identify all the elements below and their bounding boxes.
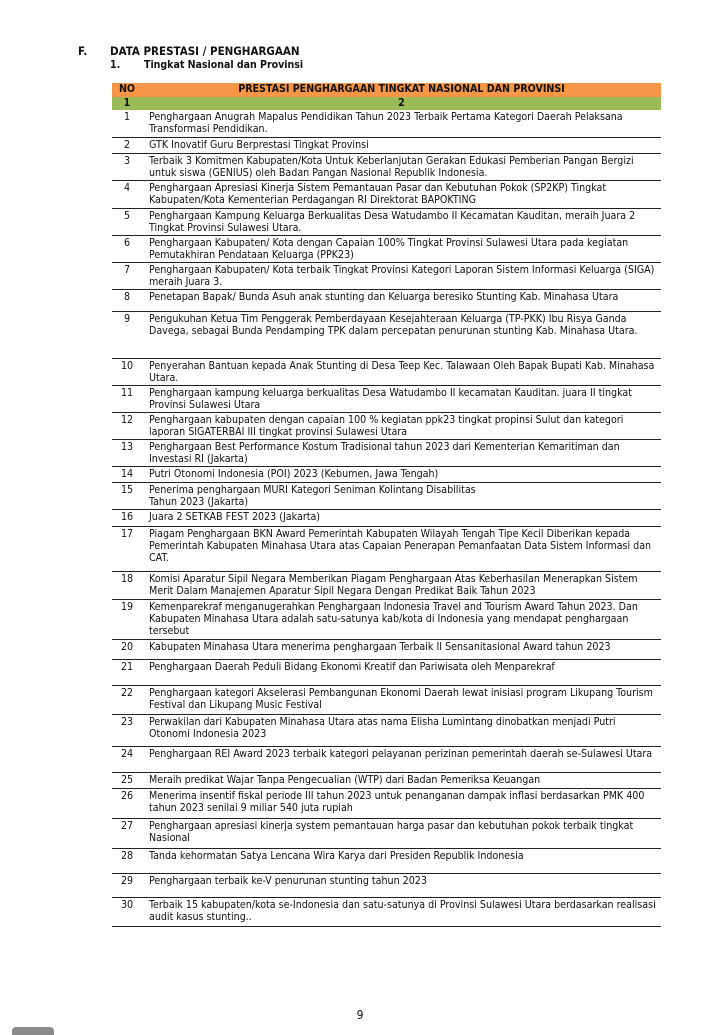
section-heading [78, 45, 300, 58]
row-number: 17 [112, 526, 142, 571]
header-title: PRESTASI PENGHARGAAN TINGKAT NASIONAL DAN PROVINSI [142, 83, 661, 97]
row-number: 30 [112, 897, 142, 926]
row-number: 2 [112, 137, 142, 153]
row-number: 7 [112, 262, 142, 289]
row-number: 3 [112, 153, 142, 180]
row-number: 8 [112, 289, 142, 311]
table-row [112, 509, 661, 526]
row-description: Penghargaan REI Award 2023 terbaik kategori pelayanan perizinan pemerintah daerah se-Sulawesi Utara [142, 746, 661, 772]
table-row [112, 897, 661, 926]
table-row [112, 685, 661, 714]
table-row [112, 714, 661, 746]
row-number: 27 [112, 818, 142, 848]
row-number: 29 [112, 873, 142, 897]
row-description: Penghargaan Kabupaten/ Kota dengan Capaian 100% Tingkat Provinsi Sulawesi Utara pada kegiatan Pemutakhiran Pendataan Keluarga (PPK23) [142, 235, 661, 262]
row-number: 1 [112, 110, 142, 137]
section-title: DATA PRESTASI / PENGHARGAAN [110, 44, 300, 58]
header-no: NO [112, 83, 142, 97]
row-number: 6 [112, 235, 142, 262]
awards-table [112, 83, 661, 927]
row-number: 14 [112, 466, 142, 482]
row-description: Penghargaan Apresiasi Kinerja Sistem Pemantauan Pasar dan Kebutuhan Pokok (SP2KP) Tingkat Kabupaten/Kota Kementerian Perdagangan RI Direktorat BAPOKTING [142, 180, 661, 208]
table-row [112, 746, 661, 772]
row-number: 25 [112, 772, 142, 788]
row-number: 28 [112, 848, 142, 873]
row-description: Penerima penghargaan MURI Kategori Seniman Kolintang Disabilitas Tahun 2023 (Jakarta) [142, 482, 661, 509]
table-row [112, 110, 661, 137]
table-row [112, 311, 661, 358]
table-row [112, 262, 661, 289]
row-description: Penghargaan Kabupaten/ Kota terbaik Tingkat Provinsi Kategori Laporan Sistem Informasi Keluarga (SIGA) meraih Juara 3. [142, 262, 661, 289]
row-number: 15 [112, 482, 142, 509]
row-description: Penghargaan Daerah Peduli Bidang Ekonomi Kreatif dan Pariwisata oleh Menparekraf [142, 659, 661, 685]
row-description: Terbaik 3 Komitmen Kabupaten/Kota Untuk Keberlanjutan Gerakan Edukasi Pemberian Pangan Bergizi untuk siswa (GENIUS) oleh Badan Pangan Nasional Republik Indonesia. [142, 153, 661, 180]
row-number: 21 [112, 659, 142, 685]
row-number: 11 [112, 385, 142, 412]
table-row [112, 599, 661, 639]
table-row [112, 358, 661, 385]
row-number: 12 [112, 412, 142, 439]
row-description: Perwakilan dari Kabupaten Minahasa Utara atas nama Elisha Lumintang dinobatkan menjadi Putri Otonomi Indonesia 2023 [142, 714, 661, 746]
table-row [112, 848, 661, 873]
table-row [112, 180, 661, 208]
row-number: 5 [112, 208, 142, 235]
table-header-row [112, 83, 661, 97]
row-number: 18 [112, 571, 142, 599]
page-number: 9 [356, 1008, 364, 1022]
table-row [112, 137, 661, 153]
row-description: Penghargaan apresiasi kinerja system pemantauan harga pasar dan kebutuhan pokok terbaik tingkat Nasional [142, 818, 661, 848]
viewer-corner-tab [12, 1027, 54, 1035]
table-row [112, 412, 661, 439]
row-number: 24 [112, 746, 142, 772]
row-description: Penghargaan kabupaten dengan capaian 100 % kegiatan ppk23 tingkat propinsi Sulut dan kategori laporan SIGATERBAI III tingkat provinsi Sulawesi Utara [142, 412, 661, 439]
table-row [112, 818, 661, 848]
row-description: Penetapan Bapak/ Bunda Asuh anak stunting dan Keluarga beresiko Stunting Kab. Minahasa Utara [142, 289, 661, 311]
subsection-title: Tingkat Nasional dan Provinsi [144, 59, 304, 71]
table-row [112, 873, 661, 897]
row-description: Piagam Penghargaan BKN Award Pemerintah Kabupaten Wilayah Tengah Tipe Kecil Diberikan kepada Pemerintah Kabupaten Minahasa Utara atas Capaian Penerapan Pemanfaatan Data Sistem Informasi dan CAT. [142, 526, 661, 571]
row-number: 16 [112, 509, 142, 526]
table-row [112, 788, 661, 818]
row-number: 19 [112, 599, 142, 639]
row-description: Meraih predikat Wajar Tanpa Pengecualian (WTP) dari Badan Pemeriksa Keuangan [142, 772, 661, 788]
row-number: 20 [112, 639, 142, 659]
table-row [112, 466, 661, 482]
table-row [112, 385, 661, 412]
table-row [112, 639, 661, 659]
row-number: 9 [112, 311, 142, 358]
subsection-heading [110, 59, 303, 71]
row-description: GTK Inovatif Guru Berprestasi Tingkat Provinsi [142, 137, 661, 153]
row-description: Kemenparekraf menganugerahkan Penghargaan Indonesia Travel and Tourism Award Tahun 2023. Dan Kabupaten Minahasa Utara adalah satu-satunya kab/kota di Indonesia yang mendapat penghargaan tersebut [142, 599, 661, 639]
row-description: Menerima insentif fiskal periode III tahun 2023 untuk penanganan dampak inflasi berdasarkan PMK 400 tahun 2023 senilai 9 miliar 540 juta rupiah [142, 788, 661, 818]
column-index-1: 1 [112, 97, 142, 110]
row-number: 22 [112, 685, 142, 714]
row-description: Penghargaan Best Performance Kostum Tradisional tahun 2023 dari Kementerian Kemaritiman dan Investasi RI (Jakarta) [142, 439, 661, 466]
row-description: Penghargaan terbaik ke-V penurunan stunting tahun 2023 [142, 873, 661, 897]
column-index-row [112, 97, 661, 110]
row-number: 23 [112, 714, 142, 746]
table-row [112, 235, 661, 262]
row-number: 10 [112, 358, 142, 385]
row-description: Terbaik 15 kabupaten/kota se-Indonesia dan satu-satunya di Provinsi Sulawesi Utara berdasarkan realisasi audit kasus stunting.. [142, 897, 661, 926]
table-row [112, 659, 661, 685]
row-description: Kabupaten Minahasa Utara menerima penghargaan Terbaik II Sensanitasional Award tahun 2023 [142, 639, 661, 659]
table-row [112, 208, 661, 235]
table-row [112, 439, 661, 466]
table-row [112, 482, 661, 509]
subsection-number: 1. [110, 59, 121, 71]
row-description: Komisi Aparatur Sipil Negara Memberikan Piagam Penghargaan Atas Keberhasilan Menerapkan Sistem Merit Dalam Manajemen Aparatur Sipil Negara Dengan Predikat Baik Tahun 2023 [142, 571, 661, 599]
row-description: Putri Otonomi Indonesia (POI) 2023 (Kebumen, Jawa Tengah) [142, 466, 661, 482]
row-description: Penghargaan Kampung Keluarga Berkualitas Desa Watudambo II Kecamatan Kauditan, meraih Juara 2 Tingkat Provinsi Sulawesi Utara. [142, 208, 661, 235]
row-description: Juara 2 SETKAB FEST 2023 (Jakarta) [142, 509, 661, 526]
row-number: 26 [112, 788, 142, 818]
row-number: 13 [112, 439, 142, 466]
row-description: Penyerahan Bantuan kepada Anak Stunting di Desa Teep Kec. Talawaan Oleh Bapak Bupati Kab. Minahasa Utara. [142, 358, 661, 385]
table-row [112, 571, 661, 599]
row-description: Tanda kehormatan Satya Lencana Wira Karya dari Presiden Republik Indonesia [142, 848, 661, 873]
row-description: Penghargaan kategori Akselerasi Pembangunan Ekonomi Daerah lewat inisiasi program Likupang Tourism Festival dan Likupang Music Festival [142, 685, 661, 714]
row-description: Penghargaan Anugrah Mapalus Pendidikan Tahun 2023 Terbaik Pertama Kategori Daerah Pelaksana Transformasi Pendidikan. [142, 110, 661, 137]
table-row [112, 772, 661, 788]
row-description: Pengukuhan Ketua Tim Penggerak Pemberdayaan Kesejahteraan Keluarga (TP-PKK) Ibu Risya Ganda Davega, sebagai Bunda Pendamping TPK dalam percepatan penurunan stunting Kab. Minahasa Utara. [142, 311, 661, 358]
section-letter: F. [78, 44, 88, 58]
row-number: 4 [112, 180, 142, 208]
row-description: Penghargaan kampung keluarga berkualitas Desa Watudambo II kecamatan Kauditan. juara II tingkat Provinsi Sulawesi Utara [142, 385, 661, 412]
column-index-2: 2 [142, 97, 661, 110]
table-row [112, 526, 661, 571]
table-row [112, 289, 661, 311]
table-row [112, 153, 661, 180]
